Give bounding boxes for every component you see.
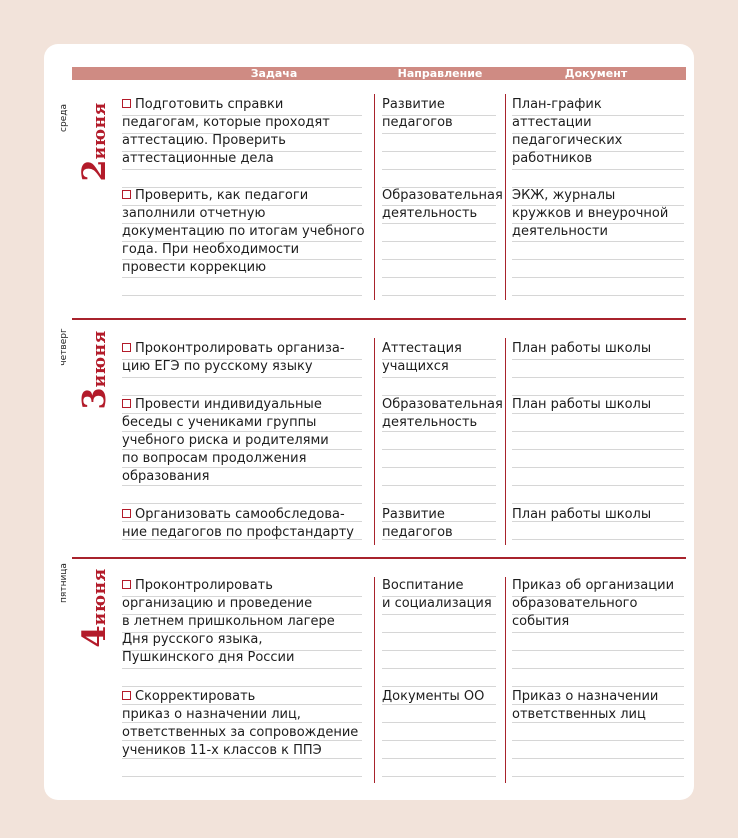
ruled-line [122,295,362,296]
task-text-line: по вопросам продолжения [122,451,307,466]
day-month: июня [90,102,110,160]
header-document: Документ [564,67,628,80]
day-number: 3 [75,387,113,410]
task-text [122,358,313,376]
direction-text [382,414,477,432]
task-text-line: документацию по итогам учебного [122,224,365,239]
ruled-line [512,359,684,360]
direction-text-line: Образовательная [382,397,503,412]
task-text [122,259,266,277]
direction-text-line: Воспитание [382,578,464,593]
day-separator [72,557,686,559]
task-text [122,241,299,259]
task-text [122,688,255,706]
task-checkbox-icon[interactable] [122,99,131,108]
document-text [512,132,622,150]
ruled-line [382,133,496,134]
ruled-line [382,151,496,152]
ruled-line [382,503,496,504]
document-text [512,187,615,205]
ruled-line [512,485,684,486]
document-text-line: План работы школы [512,507,652,522]
document-text-line: ЭКЖ, журналы [512,188,616,203]
ruled-line [382,485,496,486]
task-text [122,577,273,595]
day-weekday: пятница [59,563,69,603]
header-direction: Направление [397,67,483,80]
task-checkbox-icon[interactable] [122,343,131,352]
ruled-line [382,632,496,633]
task-text-line: Подготовить справки [135,97,284,112]
column-divider [505,577,506,783]
ruled-line [512,503,684,504]
ruled-line [122,668,362,669]
document-text-line: ответственных лиц [512,707,646,722]
ruled-line [512,467,684,468]
task-checkbox-icon[interactable] [122,509,131,518]
ruled-line [382,740,496,741]
ruled-line [512,632,684,633]
ruled-line [512,169,684,170]
document-text-line: План-график [512,97,602,112]
direction-text [382,396,503,414]
ruled-line [382,614,496,615]
direction-text-line: Документы ОО [382,689,485,704]
task-text [122,96,283,114]
ruled-line [512,740,684,741]
task-text-line: аттестационные дела [122,151,274,166]
direction-text-line: деятельность [382,415,478,430]
task-text-line: в летнем пришкольном лагере [122,614,335,629]
day-month: июня [90,568,110,626]
task-text-line: учеников 11-х классов к ППЭ [122,743,322,758]
task-text [122,506,345,524]
direction-text-line: учащихся [382,359,449,374]
task-text [122,132,286,150]
ruled-line [382,758,496,759]
document-text-line: работников [512,151,593,166]
direction-text [382,358,449,376]
task-text [122,595,312,613]
ruled-line [382,650,496,651]
direction-text-line: и социализация [382,596,492,611]
document-text [512,595,637,613]
task-text-line: года. При необходимости [122,242,300,257]
direction-text-line: Развитие [382,97,445,112]
direction-text [382,595,492,613]
day-weekday: среда [59,104,69,132]
direction-text [382,577,463,595]
direction-text-line: деятельность [382,206,478,221]
ruled-line [382,259,496,260]
document-text [512,577,674,595]
task-text-line: Проверить, как педагоги [135,188,309,203]
direction-text [382,524,453,542]
task-text-line: ние педагогов по профстандарту [122,525,354,540]
ruled-line [382,277,496,278]
day-date [75,543,113,673]
ruled-line [512,686,684,687]
direction-text [382,96,445,114]
ruled-line [382,668,496,669]
document-text [512,706,646,724]
task-text [122,396,322,414]
ruled-line [122,776,362,777]
day-number: 2 [75,159,113,182]
ruled-line [122,277,362,278]
direction-text [382,114,453,132]
document-text-line: Приказ об организации [512,578,675,593]
direction-text-line: педагогов [382,525,453,540]
task-text-line: Провести индивидуальные [135,397,322,412]
task-text-line: беседы с учениками группы [122,415,317,430]
document-text [512,223,608,241]
task-text-line: учебного риска и родителями [122,433,329,448]
task-text-line: Пушкинского дня России [122,650,295,665]
document-text [512,96,602,114]
task-text-line: Дня русского языка, [122,632,263,647]
task-text-line: Проконтролировать организа- [135,341,345,356]
task-text-line: заполнили отчетную [122,206,266,221]
document-text [512,506,651,524]
ruled-line [382,295,496,296]
task-checkbox-icon[interactable] [122,691,131,700]
ruled-line [512,758,684,759]
ruled-line [382,686,496,687]
task-text-line: организацию и проведение [122,596,313,611]
document-text [512,150,592,168]
direction-text [382,187,503,205]
ruled-line [382,241,496,242]
document-text [512,688,658,706]
ruled-line [512,650,684,651]
task-checkbox-icon[interactable] [122,580,131,589]
document-text-line: План работы школы [512,341,652,356]
ruled-line [122,503,362,504]
direction-text [382,688,484,706]
direction-text-line: педагогов [382,115,453,130]
task-text [122,524,354,542]
header-task: Задача [250,67,298,80]
task-text [122,613,335,631]
task-text [122,724,358,742]
task-text [122,340,345,358]
task-text-line: образования [122,469,210,484]
day-weekday: четверг [59,328,69,366]
column-divider [374,94,375,300]
task-text [122,187,308,205]
task-text [122,414,316,432]
day-month: июня [90,330,110,388]
day-number: 4 [75,625,113,648]
direction-text-line: Развитие [382,507,445,522]
ruled-line [382,467,496,468]
ruled-line [122,377,362,378]
day-date [75,305,113,435]
direction-text-line: Образовательная [382,188,503,203]
ruled-line [512,431,684,432]
document-text-line: План работы школы [512,397,652,412]
task-text [122,223,365,241]
ruled-line [512,539,684,540]
task-text [122,631,263,649]
ruled-line [382,377,496,378]
column-divider [505,94,506,300]
document-text-line: события [512,614,570,629]
ruled-line [382,776,496,777]
column-divider [374,577,375,783]
task-text [122,150,274,168]
ruled-line [512,241,684,242]
document-text-line: Приказ о назначении [512,689,659,704]
ruled-line [122,686,362,687]
direction-text [382,340,462,358]
ruled-line [512,449,684,450]
document-text-line: кружков и внеурочной [512,206,669,221]
document-text-line: аттестации [512,115,592,130]
table-header [72,67,686,80]
day-date [75,77,113,207]
task-text [122,468,209,486]
ruled-line [512,259,684,260]
ruled-line [512,295,684,296]
column-divider [505,338,506,545]
document-text-line: деятельности [512,224,608,239]
task-text [122,450,306,468]
document-text [512,205,668,223]
document-text-line: образовательного [512,596,638,611]
task-text [122,205,265,223]
document-text [512,613,569,631]
ruled-line [382,223,496,224]
task-text-line: ответственных за сопровождение [122,725,359,740]
document-text [512,396,651,414]
ruled-line [512,668,684,669]
direction-text [382,506,445,524]
ruled-line [382,449,496,450]
ruled-line [122,169,362,170]
task-checkbox-icon[interactable] [122,399,131,408]
ruled-line [512,377,684,378]
task-text-line: провести коррекцию [122,260,267,275]
ruled-line [382,722,496,723]
task-checkbox-icon[interactable] [122,190,131,199]
task-text [122,742,322,760]
task-text-line: Скорректировать [135,689,256,704]
task-text-line: аттестацию. Проверить [122,133,286,148]
document-text [512,340,651,358]
direction-text [382,205,477,223]
task-text [122,706,301,724]
document-text [512,114,592,132]
ruled-line [512,277,684,278]
ruled-line [512,776,684,777]
task-text-line: Проконтролировать [135,578,273,593]
task-text [122,114,330,132]
task-text [122,649,294,667]
ruled-line [382,169,496,170]
task-text-line: приказ о назначении лиц, [122,707,301,722]
day-separator [72,318,686,320]
task-text-line: педагогам, которые проходят [122,115,330,130]
task-text-line: Организовать самообследова- [135,507,345,522]
document-text-line: педагогических [512,133,623,148]
task-text-line: цию ЕГЭ по русскому языку [122,359,313,374]
direction-text-line: Аттестация [382,341,462,356]
column-divider [374,338,375,545]
task-text [122,432,329,450]
